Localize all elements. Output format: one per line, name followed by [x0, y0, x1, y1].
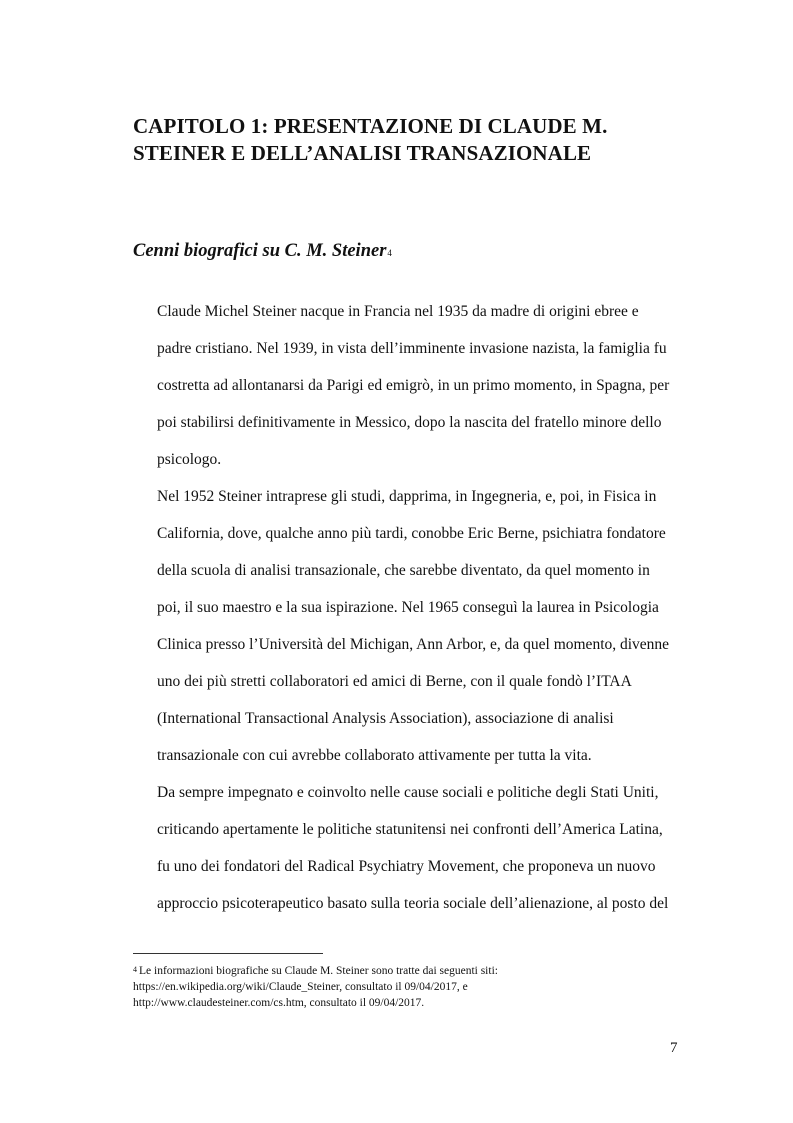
footnote-number: 4	[133, 965, 137, 974]
footnote-divider	[133, 953, 323, 954]
body-line: transazionale con cui avrebbe collaborato attivamente per tutta la vita.	[157, 747, 592, 764]
footnote-text: Le informazioni biografiche su Claude M. Steiner sono tratte dai seguenti siti:	[139, 965, 498, 977]
section-title	[133, 238, 392, 264]
body-line: Da sempre impegnato e coinvolto nelle cause sociali e politiche degli Stati Uniti,	[157, 784, 659, 801]
body-line: della scuola di analisi transazionale, che sarebbe diventato, da quel momento in	[157, 562, 650, 579]
footnote-link-claudesteiner[interactable]: http://www.claudesteiner.com/cs.htm, consultato il 09/04/2017.	[133, 997, 425, 1009]
footnote-link-wikipedia[interactable]: https://en.wikipedia.org/wiki/Claude_Steiner, consultato il 09/04/2017, e	[133, 981, 468, 993]
body-line: uno dei più stretti collaboratori ed amici di Berne, con il quale fondò l’ITAA	[157, 673, 632, 690]
footnote-reference[interactable]: 4	[387, 248, 392, 258]
chapter-title: CAPITOLO 1: PRESENTAZIONE DI CLAUDE M. STEINER E DELL’ANALISI TRANSAZIONALE	[133, 114, 608, 165]
body-line: poi stabilirsi definitivamente in Messico, dopo la nascita del fratello minore dello	[157, 414, 662, 431]
body-line: (International Transactional Analysis Association), associazione di analisi	[157, 710, 614, 727]
body-line: Nel 1952 Steiner intraprese gli studi, dapprima, in Ingegneria, e, poi, in Fisica in	[157, 488, 657, 505]
body-line: costretta ad allontanarsi da Parigi ed emigrò, in un primo momento, in Spagna, per	[157, 377, 670, 394]
body-line: criticando apertamente le politiche statunitensi nei confronti dell’America Latina,	[157, 821, 663, 838]
body-line: approccio psicoterapeutico basato sulla teoria sociale dell’alienazione, al posto del	[157, 895, 669, 912]
section-title-text: Cenni biografici su C. M. Steiner	[133, 241, 387, 261]
body-line: Claude Michel Steiner nacque in Francia nel 1935 da madre di origini ebree e	[157, 303, 639, 320]
body-line: padre cristiano. Nel 1939, in vista dell’imminente invasione nazista, la famiglia fu	[157, 340, 667, 357]
body-line: fu uno dei fondatori del Radical Psychiatry Movement, che proponeva un nuovo	[157, 858, 656, 875]
footnote-line	[133, 963, 693, 979]
body-line: psicologo.	[157, 451, 222, 468]
body-line: poi, il suo maestro e la sua ispirazione. Nel 1965 conseguì la laurea in Psicologia	[157, 599, 659, 616]
body-text	[157, 298, 702, 927]
body-line: California, dove, qualche anno più tardi, conobbe Eric Berne, psichiatra fondatore	[157, 525, 666, 542]
page-number: 7	[670, 1040, 678, 1056]
body-line: Clinica presso l’Università del Michigan, Ann Arbor, e, da quel momento, divenne	[157, 636, 670, 653]
footnote	[133, 963, 693, 1011]
